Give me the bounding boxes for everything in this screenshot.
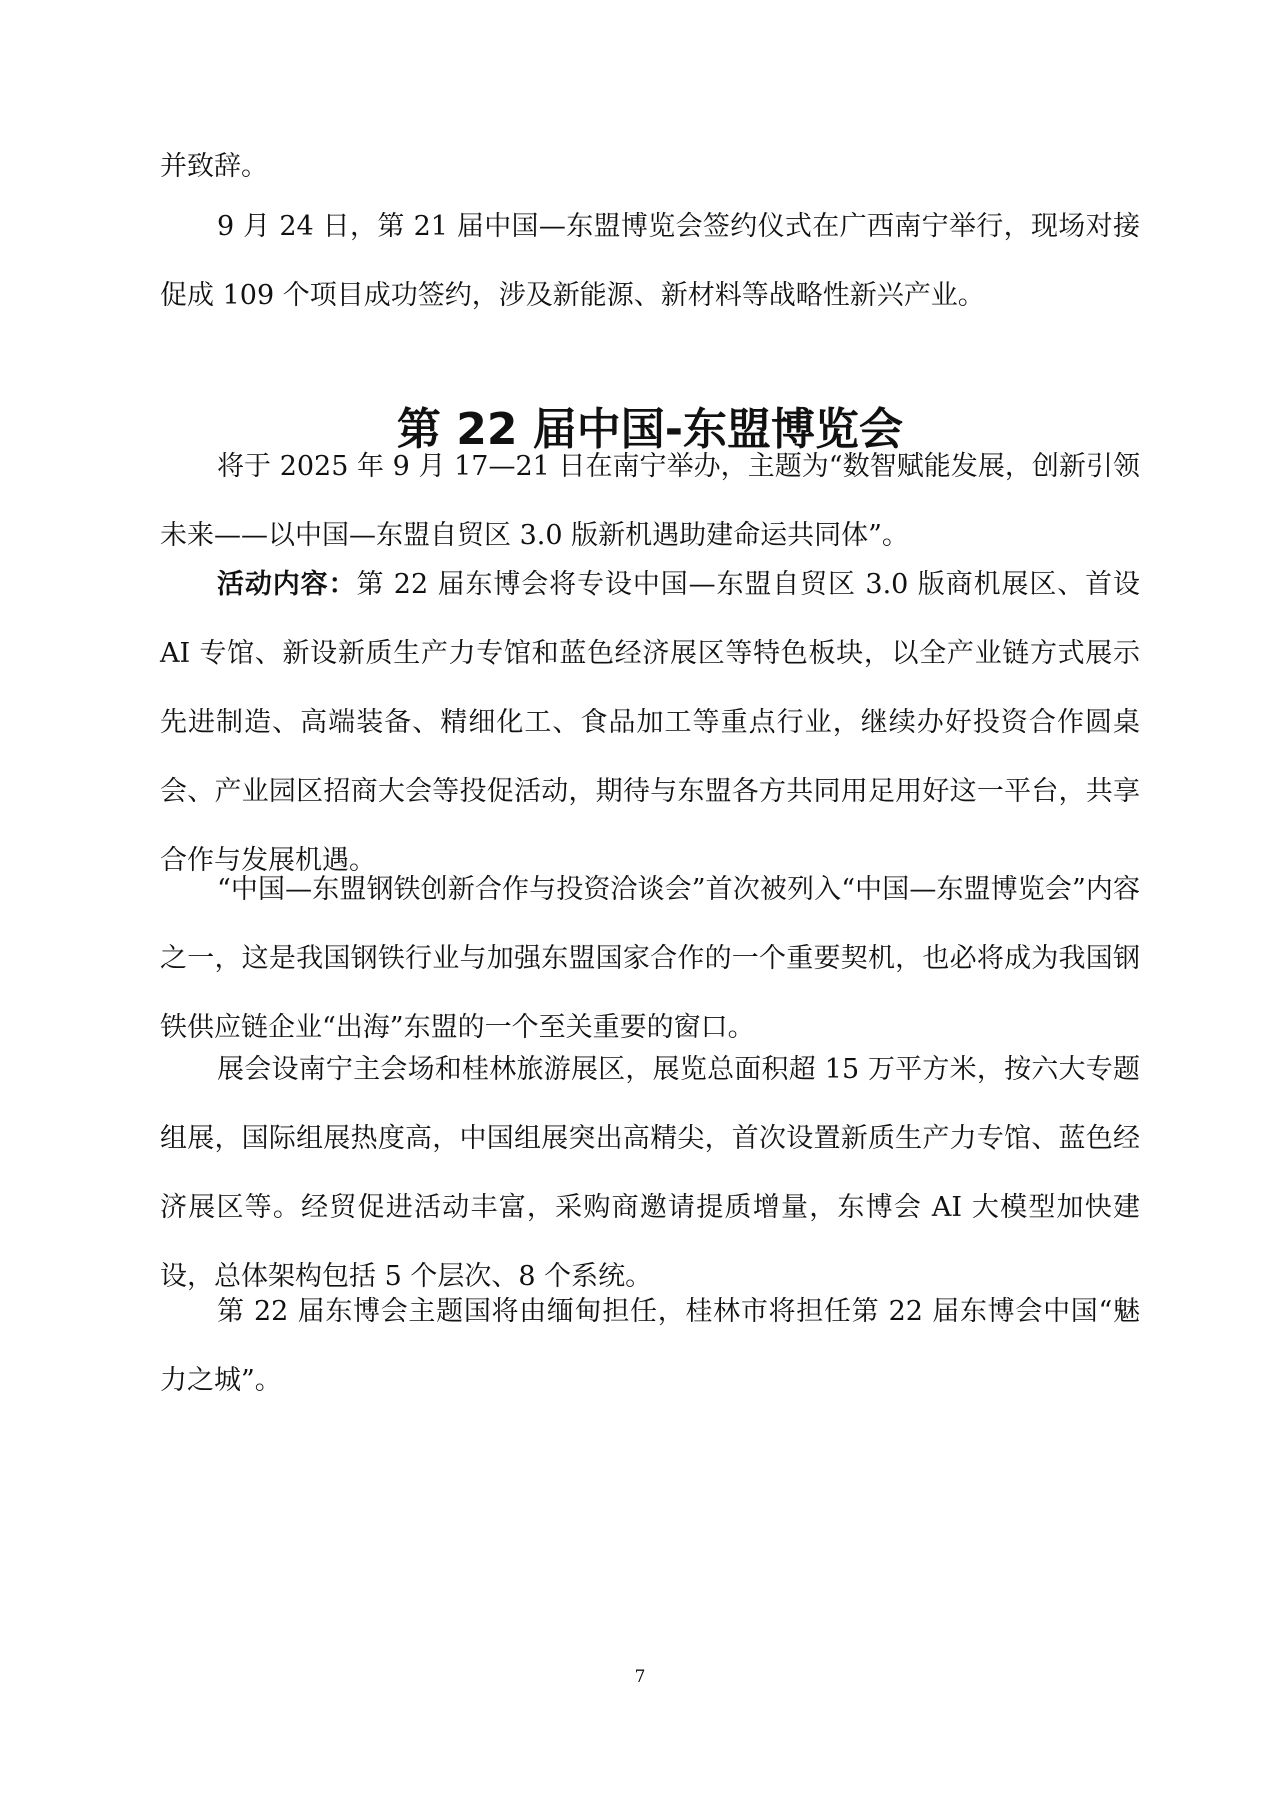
- activity-content-label: 活动内容：: [217, 569, 357, 600]
- paragraph-event-dates: 将于 2025 年 9 月 17—21 日在南宁举办，主题为“数智赋能发展，创新引领未来——以中国—东盟自贸区 3.0 版新机遇助建命运共同体”。: [160, 451, 1140, 551]
- section-heading: 第 22 届中国-东盟博览会: [396, 404, 904, 455]
- paragraph-activity-content: [160, 550, 1140, 895]
- paragraph-signing-ceremony: 9 月 24 日，第 21 届中国—东盟博览会签约仪式在广西南宁举行，现场对接促成 109 个项目成功签约，涉及新能源、新材料等战略性新兴产业。: [160, 211, 1140, 311]
- paragraph-continuation: 并致辞。: [160, 151, 268, 182]
- paragraph-theme-country: 第 22 届东博会主题国将由缅甸担任，桂林市将担任第 22 届东博会中国“魅力之城”。: [160, 1296, 1140, 1396]
- page-number: 7: [634, 1667, 646, 1687]
- activity-content-body: 第 22 届东博会将专设中国—东盟自贸区 3.0 版商机展区、首设 AI 专馆、新设新质生产力专馆和蓝色经济展区等特色板块，以全产业链方式展示先进制造、高端装备、精细化工、食品加工等重点行业，继续办好投资合作圆桌会、产业园区招商大会等投促活动，期待与东盟各方共同用足用好这一平台，共享合作与发展机遇。: [160, 569, 1141, 876]
- paragraph-exhibition-layout: 展会设南宁主会场和桂林旅游展区，展览总面积超 15 万平方米，按六大专题组展，国际组展热度高，中国组展突出高精尖，首次设置新质生产力专馆、蓝色经济展区等。经贸促进活动丰富，采购商邀请提质增量，东博会 AI 大模型加快建设，总体架构包括 5 个层次、8 个系统。: [160, 1054, 1140, 1292]
- paragraph-steel-forum: “中国—东盟钢铁创新合作与投资洽谈会”首次被列入“中国—东盟博览会”内容之一，这是我国钢铁行业与加强东盟国家合作的一个重要契机，也必将成为我国钢铁供应链企业“出海”东盟的一个至关重要的窗口。: [160, 874, 1140, 1043]
